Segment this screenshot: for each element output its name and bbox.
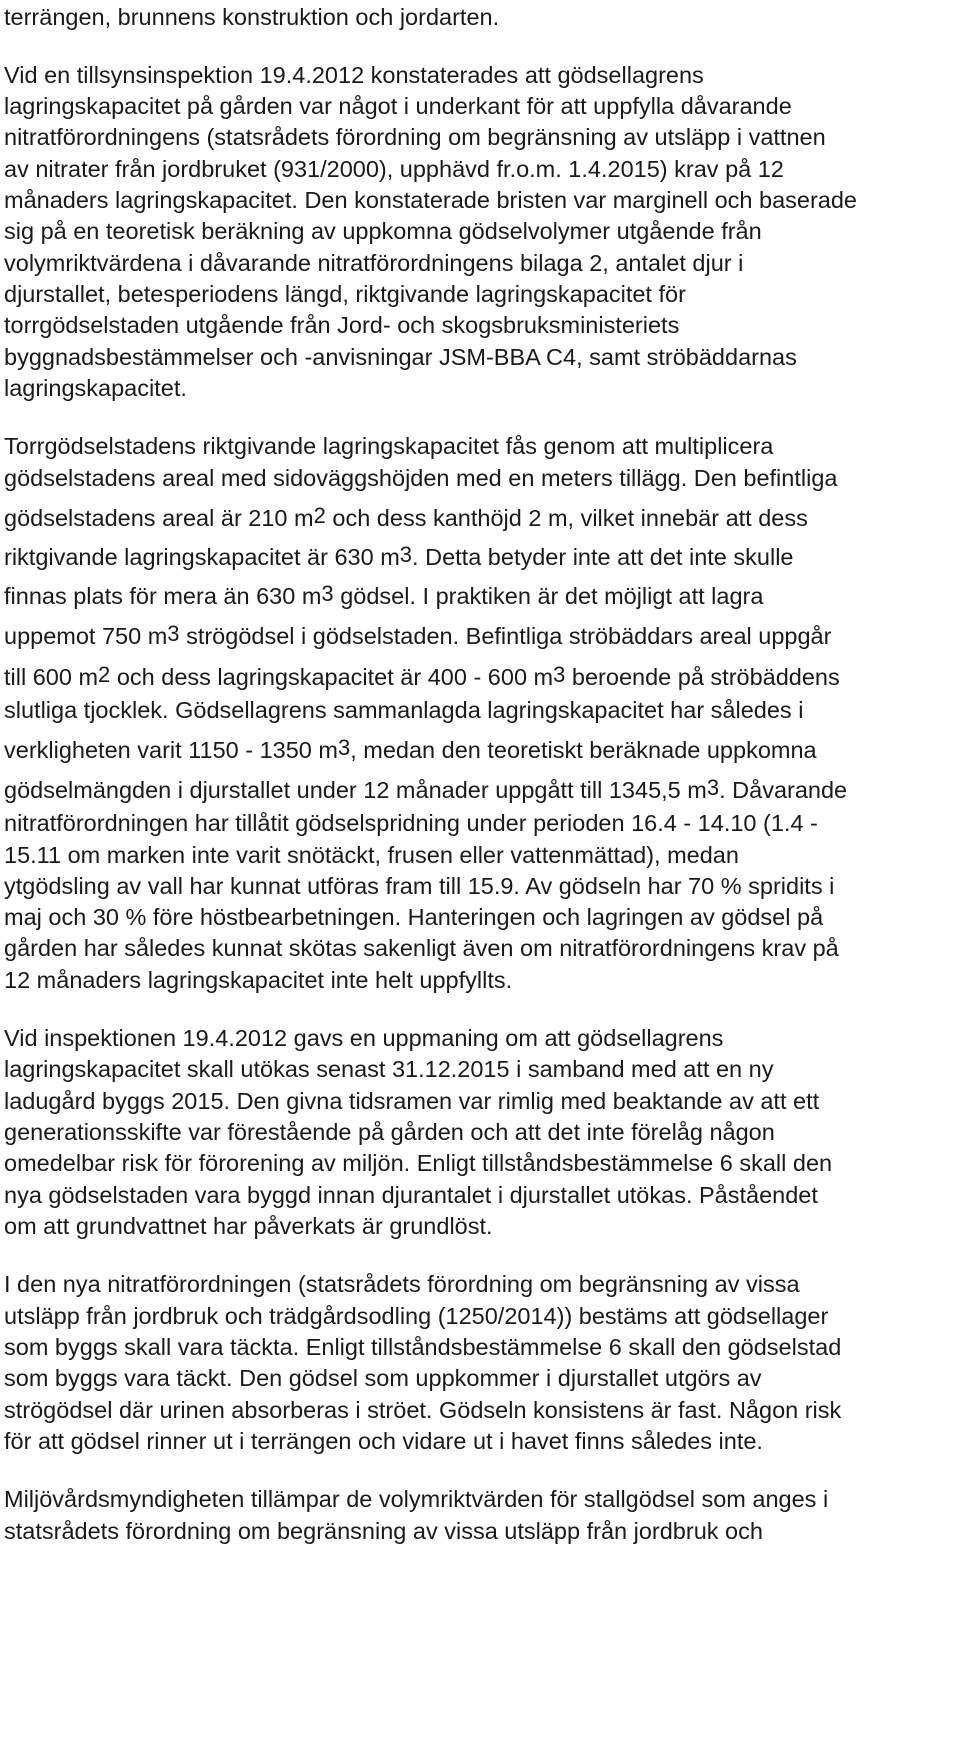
text-segment: gödsel. I praktiken är det möjligt att lagra (333, 583, 764, 609)
text-line: strögödsel där urinen absorberas i ströet. Gödseln konsistens är fast. Någon risk (4, 1397, 842, 1423)
text-line: volymriktvärdena i dåvarande nitratförordningens bilaga 2, antalet djur i (4, 250, 744, 276)
text-line: nitratförordningen har tillåtit gödselspridning under perioden 16.4 - 14.10 (1.4 - (4, 810, 818, 836)
superscript-exponent: 3 (399, 542, 413, 567)
text-line: Vid en tillsynsinspektion 19.4.2012 konstaterades att gödsellagrens (4, 62, 704, 88)
text-line: byggnadsbestämmelser och -anvisningar JSM-BBA C4, samt ströbäddarnas (4, 344, 797, 370)
text-segment: . Detta betyder inte att det inte skulle (412, 544, 794, 570)
superscript-exponent: 3 (321, 581, 334, 606)
text-line: I den nya nitratförordningen (statsrådets förordning om begränsning av vissa (4, 1271, 800, 1297)
text-line: generationsskifte var förestående på gården och att det inte förelåg någon (4, 1119, 775, 1145)
text-line: som byggs skall vara täckta. Enligt tillståndsbestämmelse 6 skall den gödselstad (4, 1334, 842, 1360)
text-line: sig på en teoretisk beräkning av uppkomna gödselvolymer utgående från (4, 218, 762, 244)
text-segment: gödselstadens areal är 210 m (4, 505, 314, 531)
text-line (4, 542, 794, 572)
superscript-exponent: 2 (98, 662, 111, 687)
text-line: Vid inspektionen 19.4.2012 gavs en uppmaning om att gödsellagrens (4, 1025, 724, 1051)
text-segment: beroende på ströbäddens (565, 664, 840, 690)
text-line: djurstallet, betesperiodens längd, riktgivande lagringskapacitet för (4, 281, 686, 307)
text-segment: uppemot 750 m (4, 623, 168, 649)
text-line: lagringskapacitet. (4, 375, 187, 401)
text-line: ladugård byggs 2015. Den givna tidsramen var rimlig med beaktande av att ett (4, 1088, 820, 1114)
text-line: gården har således kunnat skötas sakenligt även om nitratförordningens krav på (4, 935, 839, 961)
text-line: gödselstadens areal med sidoväggshöjden med en meters tillägg. Den befintliga (4, 465, 838, 491)
text-line (4, 581, 763, 611)
text-line: av nitrater från jordbruket (931/2000), upphävd fr.o.m. 1.4.2015) krav på 12 (4, 156, 784, 182)
text-line: torrgödselstaden utgående från Jord- och skogsbruksministeriets (4, 312, 680, 338)
text-segment: , medan den teoretiskt beräknade uppkomna (350, 737, 817, 763)
text-line: månaders lagringskapacitet. Den konstaterade bristen var marginell och baserade (4, 187, 857, 213)
text-line: som byggs vara täckt. Den gödsel som uppkommer i djurstallet utgörs av (4, 1365, 762, 1391)
superscript-exponent: 3 (553, 662, 566, 687)
text-line: terrängen, brunnens konstruktion och jordarten. (4, 4, 500, 30)
text-line: ytgödsling av vall har kunnat utföras fram till 15.9. Av gödseln har 70 % spridits i (4, 873, 835, 899)
text-segment: gödselmängden i djurstallet under 12 månader uppgått till 1345,5 m (4, 777, 707, 803)
text-line: Miljövårdsmyndigheten tillämpar de volymriktvärden för stallgödsel som anges i (4, 1486, 829, 1512)
text-line: statsrådets förordning om begränsning av vissa utsläpp från jordbruk och (4, 1518, 763, 1544)
superscript-exponent: 2 (313, 503, 326, 528)
text-line: utsläpp från jordbruk och trädgårdsodling (1250/2014)) bestäms att gödsellager (4, 1303, 829, 1329)
text-line: maj och 30 % före höstbearbetningen. Hanteringen och lagringen av gödsel på (4, 904, 824, 930)
superscript-exponent: 3 (167, 621, 180, 646)
text-line: om att grundvattnet har påverkats är grundlöst. (4, 1213, 493, 1239)
text-line: 15.11 om marken inte varit snötäckt, frusen eller vattenmättad), medan (4, 842, 739, 868)
text-line: slutliga tjocklek. Gödsellagrens sammanlagda lagringskapacitet har således i (4, 697, 804, 723)
text-line: 12 månaders lagringskapacitet inte helt uppfyllts. (4, 967, 513, 993)
text-line (4, 735, 817, 765)
text-line: nitratförordningens (statsrådets förordning om begränsning av utsläpp i vattnen (4, 124, 826, 150)
superscript-exponent: 3 (706, 775, 720, 800)
text-segment: och dess lagringskapacitet är 400 - 600 m (110, 664, 554, 690)
text-line (4, 775, 847, 805)
text-segment: verkligheten varit 1150 - 1350 m (4, 737, 338, 763)
text-segment: och dess kanthöjd 2 m, vilket innebär att dess (325, 505, 808, 531)
text-segment: strögödsel i gödselstaden. Befintliga ströbäddars areal uppgår (179, 623, 832, 649)
text-line: omedelbar risk för förorening av miljön. Enligt tillståndsbestämmelse 6 skall den (4, 1150, 833, 1176)
text-segment: . Dåvarande (719, 777, 848, 803)
text-line (4, 503, 808, 533)
text-line: lagringskapacitet skall utökas senast 31.12.2015 i samband med att en ny (4, 1056, 774, 1082)
text-line (4, 621, 831, 651)
text-line: nya gödselstaden vara byggd innan djurantalet i djurstallet utökas. Påståendet (4, 1182, 818, 1208)
text-line (4, 662, 840, 692)
text-segment: finnas plats för mera än 630 m (4, 583, 322, 609)
text-line: lagringskapacitet på gården var något i underkant för att uppfylla dåvarande (4, 93, 792, 119)
text-segment: till 600 m (4, 664, 99, 690)
text-line: för att gödsel rinner ut i terrängen och vidare ut i havet finns således inte. (4, 1428, 763, 1454)
superscript-exponent: 3 (337, 735, 351, 760)
text-line: Torrgödselstadens riktgivande lagringskapacitet fås genom att multiplicera (4, 433, 774, 459)
text-segment: riktgivande lagringskapacitet är 630 m (4, 544, 400, 570)
